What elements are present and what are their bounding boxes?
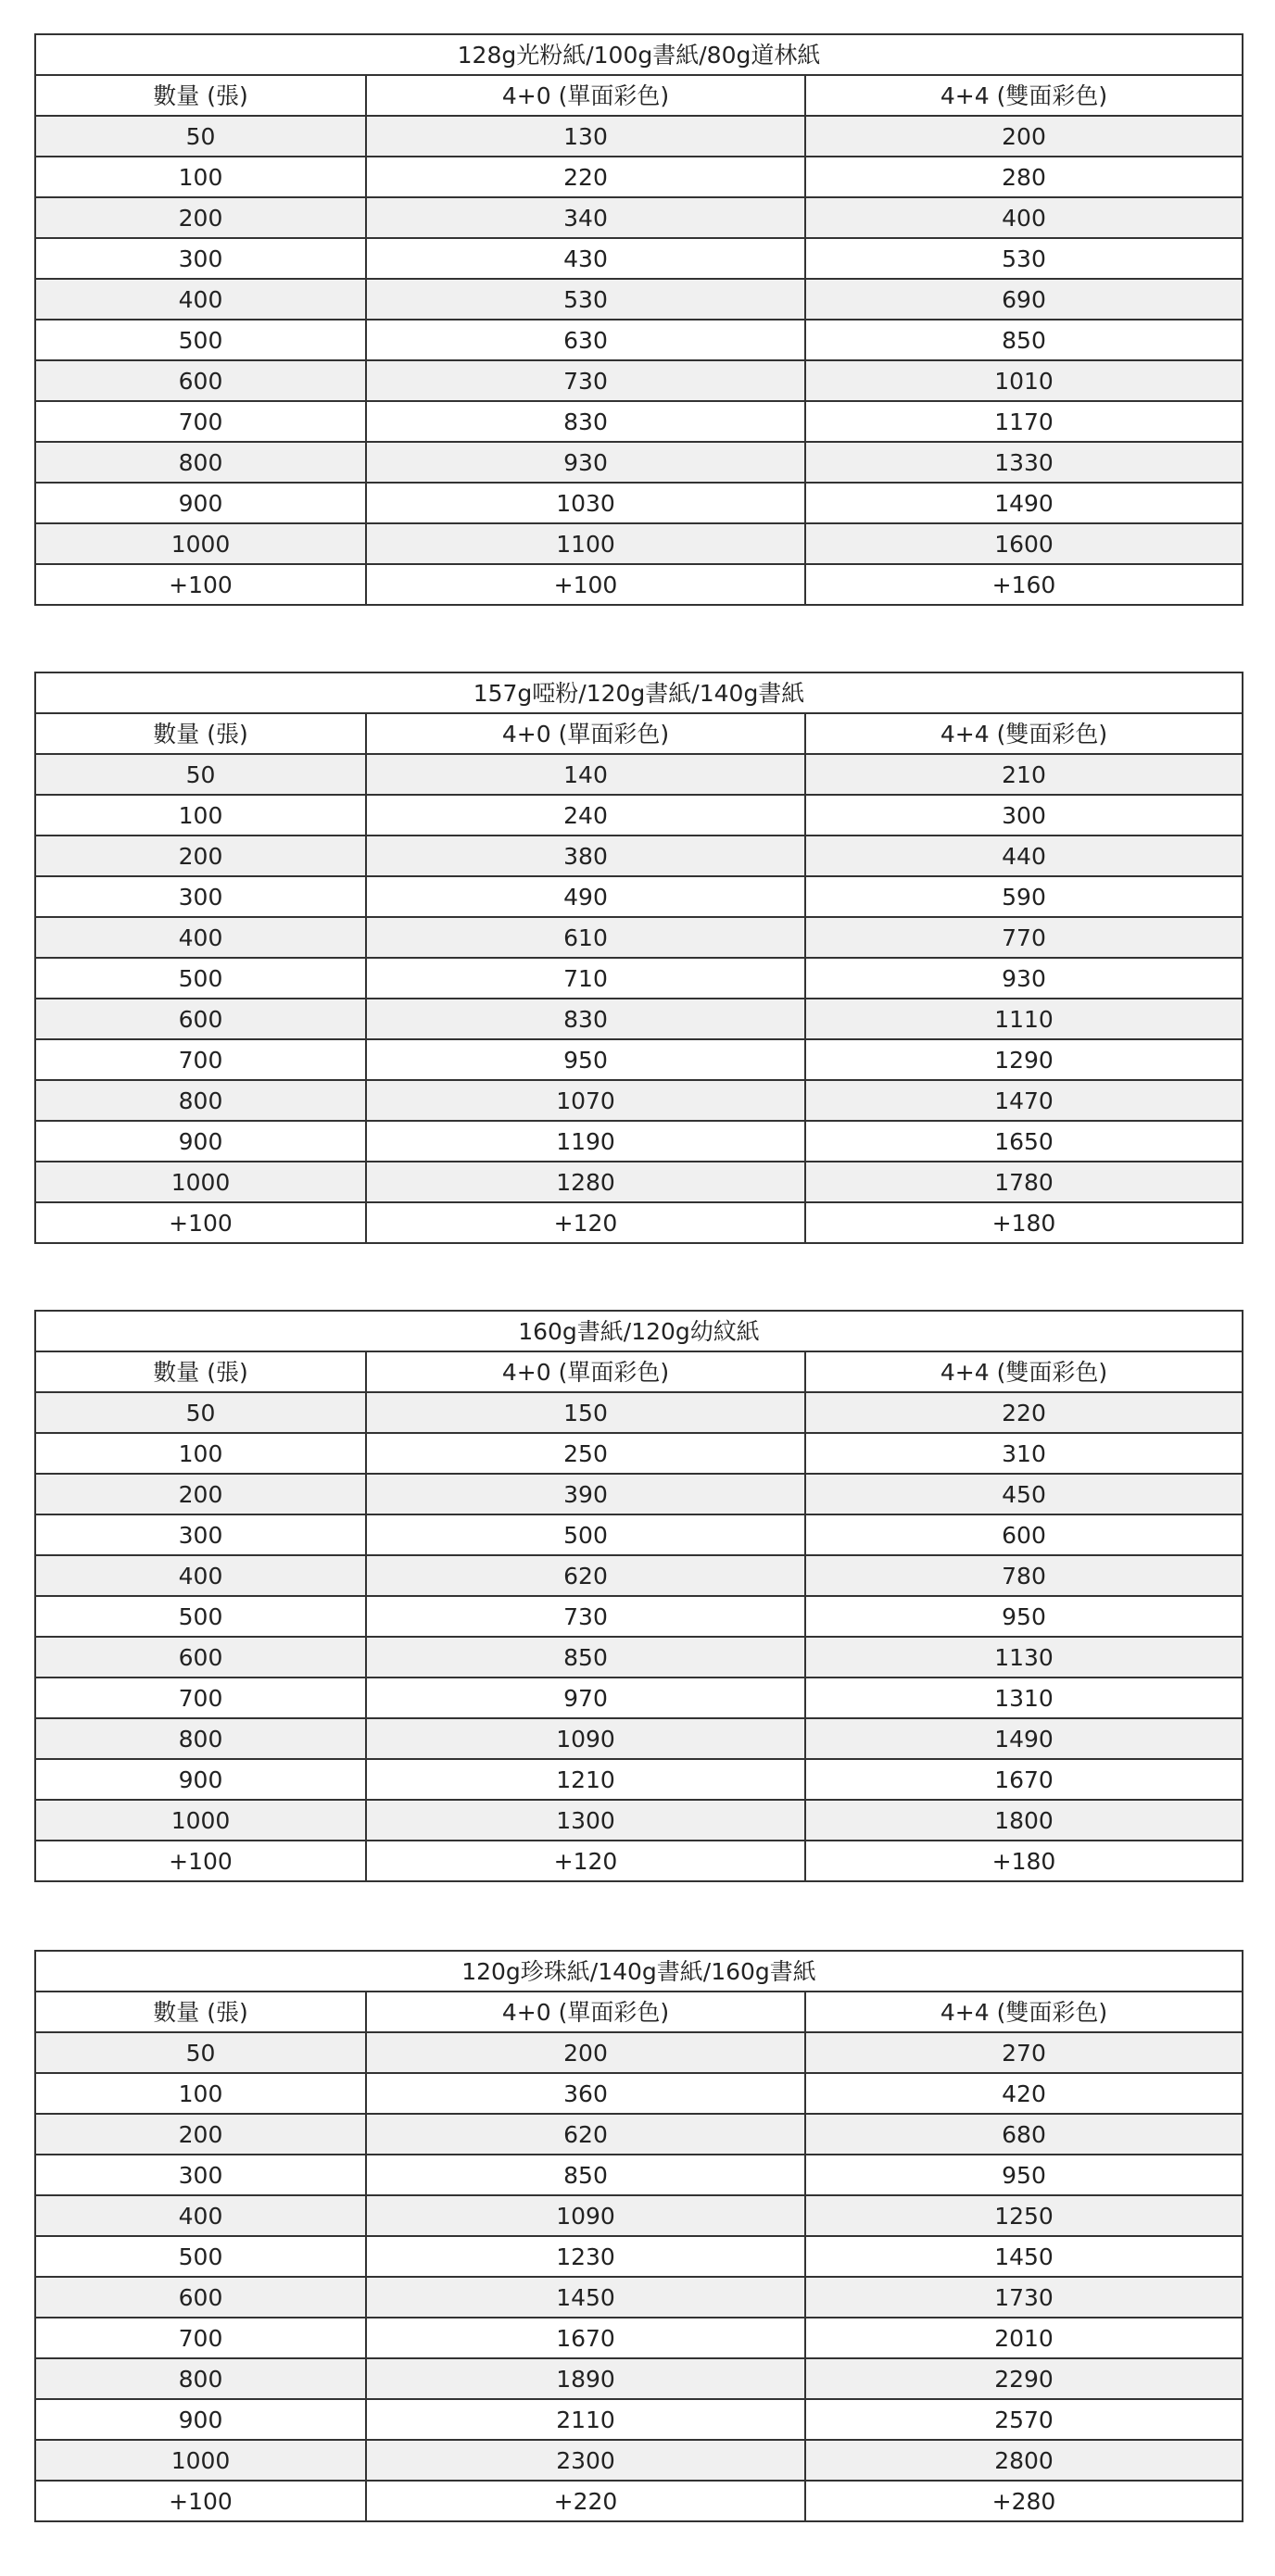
- cell-single: 150: [366, 1392, 805, 1433]
- table-row: [35, 999, 1243, 1039]
- table-row: [35, 2155, 1243, 2195]
- table-row: [35, 442, 1243, 483]
- cell-single: 970: [366, 1678, 805, 1718]
- cell-double: 680: [805, 2114, 1243, 2155]
- cell-double: 1490: [805, 1718, 1243, 1759]
- cell-double: 1730: [805, 2277, 1243, 2318]
- table-row: [35, 1718, 1243, 1759]
- table-row: [35, 2032, 1243, 2073]
- cell-single: 490: [366, 876, 805, 917]
- cell-qty: 200: [35, 2114, 366, 2155]
- cell-single: 340: [366, 197, 805, 238]
- table-row: [35, 754, 1243, 795]
- table-row: [35, 279, 1243, 320]
- cell-double: 220: [805, 1392, 1243, 1433]
- cell-double: 1330: [805, 442, 1243, 483]
- cell-single: 2110: [366, 2399, 805, 2440]
- table-row: [35, 1555, 1243, 1596]
- cell-qty: 500: [35, 320, 366, 360]
- table-row: [35, 1039, 1243, 1080]
- header-row: [35, 1992, 1243, 2032]
- cell-single: 380: [366, 836, 805, 876]
- cell-double: 1670: [805, 1759, 1243, 1800]
- table-row: [35, 1800, 1243, 1841]
- cell-double: 1290: [805, 1039, 1243, 1080]
- cell-double: 310: [805, 1433, 1243, 1474]
- cell-qty: 500: [35, 958, 366, 999]
- cell-qty: 900: [35, 2399, 366, 2440]
- cell-double: 1800: [805, 1800, 1243, 1841]
- table-row: [35, 2073, 1243, 2114]
- cell-qty: 300: [35, 238, 366, 279]
- cell-qty: 600: [35, 999, 366, 1039]
- table-row: [35, 401, 1243, 442]
- table-row: [35, 795, 1243, 836]
- cell-double: 1310: [805, 1678, 1243, 1718]
- cell-double: 1170: [805, 401, 1243, 442]
- cell-qty: 100: [35, 1433, 366, 1474]
- cell-qty: 200: [35, 197, 366, 238]
- table-row: [35, 1474, 1243, 1514]
- cell-qty: 100: [35, 795, 366, 836]
- cell-double: 530: [805, 238, 1243, 279]
- cell-qty: 700: [35, 2318, 366, 2358]
- cell-single: 430: [366, 238, 805, 279]
- table-row: [35, 360, 1243, 401]
- header-double-sided: 4+4 (雙面彩色): [805, 1992, 1243, 2032]
- cell-single: 930: [366, 442, 805, 483]
- table-row: [35, 836, 1243, 876]
- table-row: [35, 2440, 1243, 2481]
- price-table-3: [34, 1310, 1243, 1882]
- header-quantity: 數量 (張): [35, 713, 366, 754]
- table-row: [35, 1080, 1243, 1121]
- table-row: [35, 320, 1243, 360]
- table-row: [35, 2358, 1243, 2399]
- header-quantity: 數量 (張): [35, 1351, 366, 1392]
- cell-single: 830: [366, 401, 805, 442]
- cell-double: +160: [805, 564, 1243, 605]
- cell-double: +180: [805, 1202, 1243, 1243]
- cell-single: 1090: [366, 1718, 805, 1759]
- cell-single: 950: [366, 1039, 805, 1080]
- cell-single: 130: [366, 116, 805, 157]
- cell-double: 200: [805, 116, 1243, 157]
- cell-double: 210: [805, 754, 1243, 795]
- cell-double: 1650: [805, 1121, 1243, 1162]
- cell-double: 400: [805, 197, 1243, 238]
- cell-double: 450: [805, 1474, 1243, 1514]
- cell-qty: 800: [35, 2358, 366, 2399]
- cell-single: 620: [366, 1555, 805, 1596]
- cell-qty: 800: [35, 1718, 366, 1759]
- table-row: [35, 1841, 1243, 1881]
- cell-single: 500: [366, 1514, 805, 1555]
- table-row: [35, 917, 1243, 958]
- cell-double: 1110: [805, 999, 1243, 1039]
- cell-double: 930: [805, 958, 1243, 999]
- header-double-sided: 4+4 (雙面彩色): [805, 75, 1243, 116]
- cell-qty: 200: [35, 1474, 366, 1514]
- header-single-sided: 4+0 (單面彩色): [366, 75, 805, 116]
- cell-qty: 1000: [35, 1162, 366, 1202]
- cell-single: 220: [366, 157, 805, 197]
- cell-single: 1890: [366, 2358, 805, 2399]
- cell-single: 140: [366, 754, 805, 795]
- cell-double: 1450: [805, 2236, 1243, 2277]
- cell-double: 1780: [805, 1162, 1243, 1202]
- cell-single: 610: [366, 917, 805, 958]
- cell-qty: 500: [35, 1596, 366, 1637]
- cell-double: 590: [805, 876, 1243, 917]
- table-row: [35, 1678, 1243, 1718]
- cell-single: +120: [366, 1841, 805, 1881]
- cell-qty: 900: [35, 1121, 366, 1162]
- cell-double: 1130: [805, 1637, 1243, 1678]
- cell-qty: 700: [35, 401, 366, 442]
- cell-single: 630: [366, 320, 805, 360]
- cell-single: 1450: [366, 2277, 805, 2318]
- table-row: [35, 564, 1243, 605]
- table-row: [35, 197, 1243, 238]
- header-single-sided: 4+0 (單面彩色): [366, 1351, 805, 1392]
- cell-qty: +100: [35, 1202, 366, 1243]
- price-table-1: [34, 33, 1243, 606]
- cell-single: 1280: [366, 1162, 805, 1202]
- cell-double: 770: [805, 917, 1243, 958]
- cell-qty: 50: [35, 2032, 366, 2073]
- cell-single: 530: [366, 279, 805, 320]
- table-row: [35, 1596, 1243, 1637]
- cell-qty: 50: [35, 754, 366, 795]
- header-row: [35, 713, 1243, 754]
- cell-double: 950: [805, 1596, 1243, 1637]
- cell-qty: 200: [35, 836, 366, 876]
- cell-single: 1230: [366, 2236, 805, 2277]
- table-row: [35, 2114, 1243, 2155]
- price-table-4: [34, 1950, 1243, 2522]
- cell-single: 620: [366, 2114, 805, 2155]
- cell-double: 690: [805, 279, 1243, 320]
- cell-single: 1070: [366, 1080, 805, 1121]
- table-row: [35, 958, 1243, 999]
- cell-qty: 900: [35, 483, 366, 523]
- cell-single: 1300: [366, 1800, 805, 1841]
- cell-single: 390: [366, 1474, 805, 1514]
- cell-qty: 300: [35, 1514, 366, 1555]
- cell-single: 850: [366, 1637, 805, 1678]
- header-row: [35, 75, 1243, 116]
- table-row: [35, 238, 1243, 279]
- cell-qty: 900: [35, 1759, 366, 1800]
- table-title: 157g啞粉/120g書紙/140g書紙: [35, 672, 1243, 713]
- cell-qty: 400: [35, 279, 366, 320]
- table-row: [35, 1121, 1243, 1162]
- cell-single: 240: [366, 795, 805, 836]
- table-row: [35, 1433, 1243, 1474]
- cell-qty: +100: [35, 2481, 366, 2521]
- cell-single: 1670: [366, 2318, 805, 2358]
- cell-single: 360: [366, 2073, 805, 2114]
- cell-double: 1470: [805, 1080, 1243, 1121]
- cell-qty: 300: [35, 876, 366, 917]
- cell-double: +280: [805, 2481, 1243, 2521]
- cell-qty: 400: [35, 917, 366, 958]
- cell-single: +220: [366, 2481, 805, 2521]
- cell-qty: 50: [35, 116, 366, 157]
- header-single-sided: 4+0 (單面彩色): [366, 713, 805, 754]
- cell-double: 1250: [805, 2195, 1243, 2236]
- cell-qty: +100: [35, 1841, 366, 1881]
- table-row: [35, 157, 1243, 197]
- table-row: [35, 876, 1243, 917]
- cell-qty: 800: [35, 442, 366, 483]
- cell-qty: 300: [35, 2155, 366, 2195]
- cell-double: 2290: [805, 2358, 1243, 2399]
- cell-single: 730: [366, 1596, 805, 1637]
- cell-qty: 400: [35, 2195, 366, 2236]
- table-row: [35, 1514, 1243, 1555]
- cell-double: 850: [805, 320, 1243, 360]
- cell-single: 1090: [366, 2195, 805, 2236]
- cell-single: +100: [366, 564, 805, 605]
- cell-single: +120: [366, 1202, 805, 1243]
- table-row: [35, 2318, 1243, 2358]
- header-quantity: 數量 (張): [35, 1992, 366, 2032]
- cell-single: 850: [366, 2155, 805, 2195]
- cell-double: 2800: [805, 2440, 1243, 2481]
- table-row: [35, 483, 1243, 523]
- cell-single: 200: [366, 2032, 805, 2073]
- cell-single: 710: [366, 958, 805, 999]
- header-row: [35, 1351, 1243, 1392]
- cell-double: 2570: [805, 2399, 1243, 2440]
- cell-qty: 500: [35, 2236, 366, 2277]
- table-row: [35, 2277, 1243, 2318]
- cell-single: 1030: [366, 483, 805, 523]
- table-row: [35, 1759, 1243, 1800]
- cell-double: 600: [805, 1514, 1243, 1555]
- cell-double: 950: [805, 2155, 1243, 2195]
- cell-double: 1600: [805, 523, 1243, 564]
- table-row: [35, 1202, 1243, 1243]
- cell-double: 420: [805, 2073, 1243, 2114]
- cell-qty: 700: [35, 1678, 366, 1718]
- cell-double: 280: [805, 157, 1243, 197]
- cell-single: 2300: [366, 2440, 805, 2481]
- cell-qty: 600: [35, 2277, 366, 2318]
- cell-double: 780: [805, 1555, 1243, 1596]
- cell-single: 1210: [366, 1759, 805, 1800]
- cell-single: 1100: [366, 523, 805, 564]
- header-double-sided: 4+4 (雙面彩色): [805, 713, 1243, 754]
- cell-single: 830: [366, 999, 805, 1039]
- header-single-sided: 4+0 (單面彩色): [366, 1992, 805, 2032]
- table-row: [35, 523, 1243, 564]
- table-row: [35, 1392, 1243, 1433]
- table-row: [35, 2399, 1243, 2440]
- price-table-2: [34, 672, 1243, 1244]
- header-double-sided: 4+4 (雙面彩色): [805, 1351, 1243, 1392]
- cell-double: 2010: [805, 2318, 1243, 2358]
- cell-qty: 600: [35, 1637, 366, 1678]
- cell-qty: 50: [35, 1392, 366, 1433]
- cell-qty: 400: [35, 1555, 366, 1596]
- cell-double: 270: [805, 2032, 1243, 2073]
- cell-qty: 100: [35, 2073, 366, 2114]
- cell-single: 730: [366, 360, 805, 401]
- table-row: [35, 2481, 1243, 2521]
- table-title: 128g光粉紙/100g書紙/80g道林紙: [35, 34, 1243, 75]
- cell-double: 1490: [805, 483, 1243, 523]
- cell-qty: 100: [35, 157, 366, 197]
- table-title: 120g珍珠紙/140g書紙/160g書紙: [35, 1951, 1243, 1992]
- table-row: [35, 2195, 1243, 2236]
- cell-double: 440: [805, 836, 1243, 876]
- table-row: [35, 116, 1243, 157]
- cell-single: 250: [366, 1433, 805, 1474]
- cell-single: 1190: [366, 1121, 805, 1162]
- table-row: [35, 2236, 1243, 2277]
- cell-double: 300: [805, 795, 1243, 836]
- cell-qty: +100: [35, 564, 366, 605]
- header-quantity: 數量 (張): [35, 75, 366, 116]
- cell-qty: 700: [35, 1039, 366, 1080]
- cell-qty: 1000: [35, 523, 366, 564]
- cell-double: 1010: [805, 360, 1243, 401]
- cell-qty: 800: [35, 1080, 366, 1121]
- cell-qty: 1000: [35, 2440, 366, 2481]
- cell-qty: 1000: [35, 1800, 366, 1841]
- table-row: [35, 1637, 1243, 1678]
- cell-double: +180: [805, 1841, 1243, 1881]
- cell-qty: 600: [35, 360, 366, 401]
- table-title: 160g書紙/120g幼紋紙: [35, 1311, 1243, 1351]
- table-row: [35, 1162, 1243, 1202]
